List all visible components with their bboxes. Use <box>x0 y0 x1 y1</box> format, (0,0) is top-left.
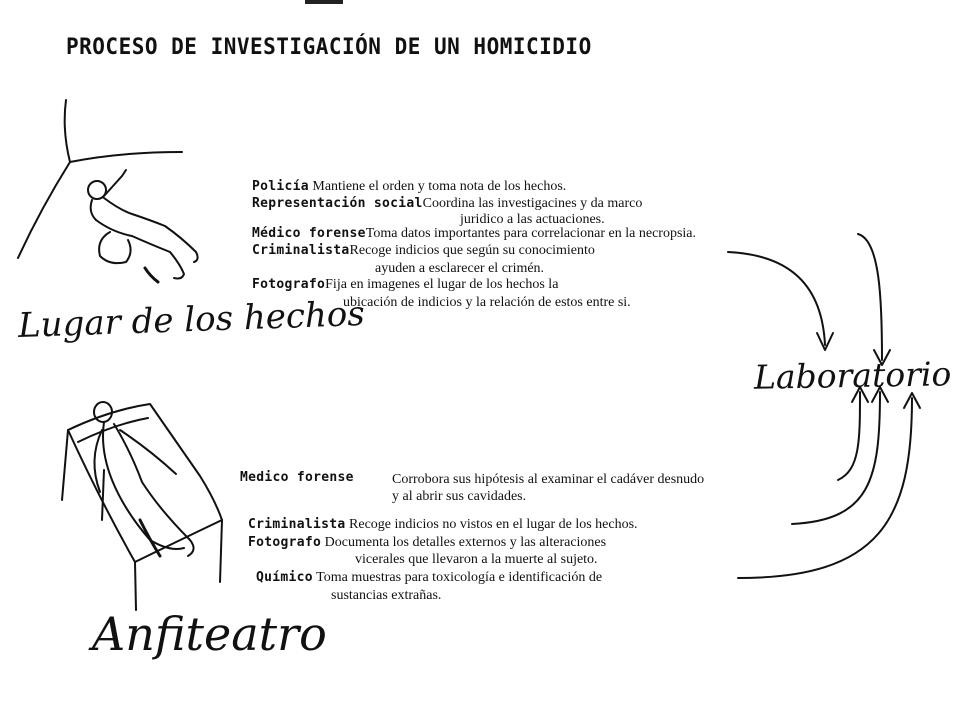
role-name: Fotografo <box>248 535 322 550</box>
arrow-criminalista-lugar <box>728 252 825 345</box>
role-desc: Corrobora sus hipótesis al examinar el cadáver desnudo <box>392 472 705 487</box>
lugar-role-policia <box>252 179 566 195</box>
role-desc-continuation: y al abrir sus cavidades. <box>392 489 527 504</box>
role-desc: Recoge indicios no vistos en el lugar de los hechos. <box>349 517 638 532</box>
role-desc: Fija en imagenes el lugar de los hechos la <box>325 277 559 292</box>
role-name: Criminalista <box>252 243 350 258</box>
role-desc: Toma muestras para toxicología e identificación de <box>316 570 603 585</box>
role-name: Policía <box>252 179 309 194</box>
role-desc: Toma datos importantes para correlacionar en la necropsia. <box>365 226 696 241</box>
arrow-medico-anfiteatro <box>838 392 860 480</box>
body-on-floor-figure <box>88 170 198 282</box>
role-name: Fotografo <box>252 277 326 292</box>
autopsy-table-figure <box>62 402 222 610</box>
role-desc-continuation: juridico a las actuaciones. <box>460 212 605 227</box>
anfiteatro-role-fotografo <box>248 535 606 551</box>
role-desc-continuation: ubicación de indicios y la relación de estos entre si. <box>343 295 631 310</box>
lugar-de-los-hechos-label: Lugar de los hechos <box>17 293 366 347</box>
role-name: Representación social <box>252 196 423 211</box>
role-desc: Recoge indicios que según su conocimiento <box>349 243 595 258</box>
arrow-quimico-anfiteatro <box>738 398 912 578</box>
anfiteatro-role-quimico <box>256 570 602 586</box>
laboratorio-label: Laboratorio <box>753 354 952 397</box>
role-name: Médico forense <box>252 226 366 241</box>
role-desc: Mantiene el orden y toma nota de los hechos. <box>312 179 567 194</box>
arrow-criminalista-anfiteatro <box>792 392 880 524</box>
role-name: Criminalista <box>248 517 346 532</box>
role-name: Químico <box>256 570 313 585</box>
arrows-to-laboratorio <box>728 234 920 578</box>
anfiteatro-role-medico-forense <box>240 470 354 486</box>
anfiteatro-role-criminalista <box>248 517 638 533</box>
lugar-role-fotografo <box>252 277 558 293</box>
lugar-role-medico-forense <box>252 226 696 242</box>
room-corner-lines <box>18 100 182 258</box>
role-desc: Documenta los detalles externos y las alteraciones <box>324 535 607 550</box>
diagram-title: PROCESO DE INVESTIGACIÓN DE UN HOMICIDIO <box>66 34 592 60</box>
role-desc-continuation: ayuden a esclarecer el crimén. <box>375 261 545 276</box>
role-desc-continuation: vicerales que llevaron a la muerte al sujeto. <box>355 552 598 567</box>
role-desc: Coordina las investigacines y da marco <box>422 196 643 211</box>
role-name: Medico forense <box>240 470 354 485</box>
lugar-role-representacion-social <box>252 196 642 212</box>
lugar-role-criminalista <box>252 243 595 259</box>
anfiteatro-label: Anfiteatro <box>92 607 327 661</box>
arrow-medico-lugar <box>858 234 882 360</box>
role-desc-continuation: sustancias extrañas. <box>331 588 442 603</box>
